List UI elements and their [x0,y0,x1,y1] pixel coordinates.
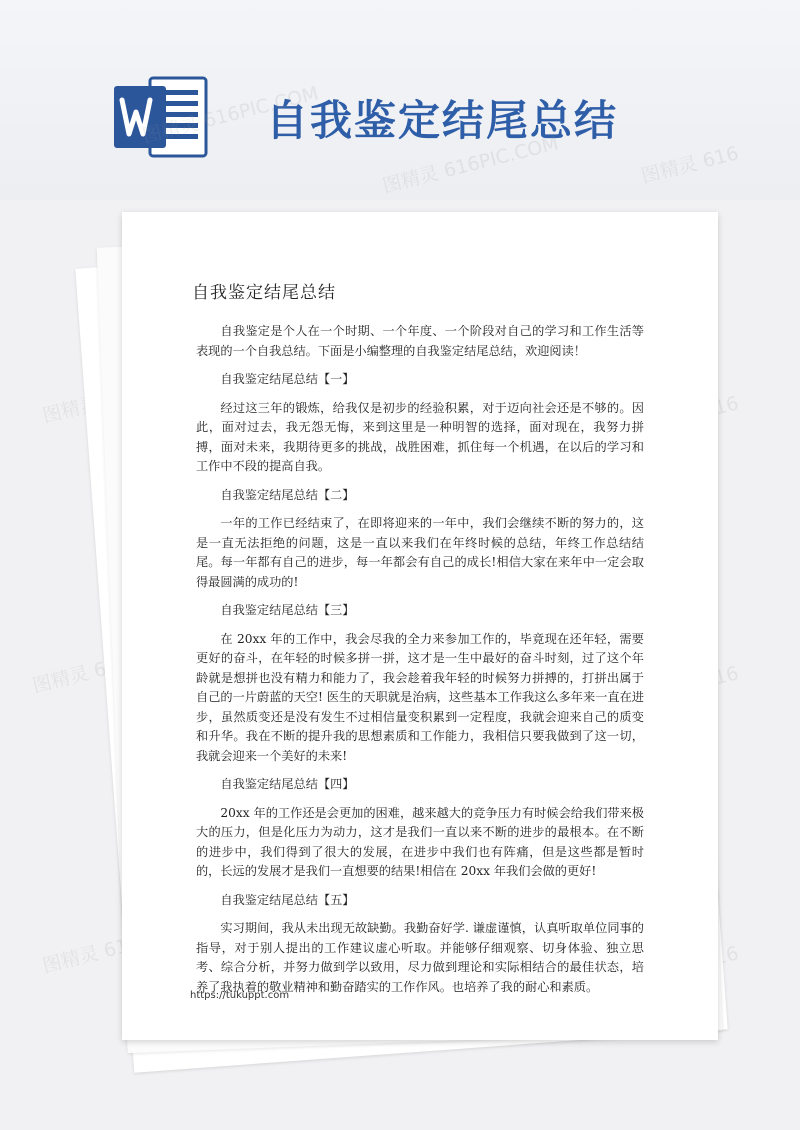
section-paragraph: 实习期间，我从未出现无故缺勤。我勤奋好学. 谦虚谨慎，认真听取单位同事的指导，对于别人提出的工作建议虚心听取。并能够仔细观察、切身体验、独立思考、综合分析，并努力做到学以致用，尽力做到理论和实际相结合的最佳状态，培养了我执着的敬业精神和勤奋踏实的工作作风。也培养了我的耐心和素质。 [196,921,644,994]
section-paragraph: 20xx 年的工作还是会更加的困难，越来越大的竞争压力有时候会给我们带来极大的压力，但是化压力为动力，这才是我们一直以来不断的进步的最根本。在不断的进步中，我们得到了很大的发展，在进步中我们也有阵痛，但是这些都是暂时的，长远的发展才是我们一直想要的结果!相信在 20xx 年我们会做的更好! [196,805,644,878]
section-paragraph: 在 20xx 年的工作中，我会尽我的全力来参加工作的，毕竟现在还年轻，需要更好的奋斗，在年轻的时候多拼一拼，这才是一生中最好的奋斗时刻，过了这个年龄就是想拼也没有精力和能力了，我会趁着我年轻的时候努力拼搏的，打拼出属于自己的一片蔚蓝的天空! 医生的天职就是治病，这些基本工作我这么多年来一直在进步，虽然质变还是没有发生不过相信量变积累到一定程度，我就会迎来自己的质变和升华。我在不断的提升我的思想素质和工作能力，我相信只要我做到了这一切，我就会迎来一个美好的未来! [196,631,644,763]
section-heading: 自我鉴定结尾总结【一】 [220,372,355,386]
document-title: 自我鉴定结尾总结 [192,283,336,303]
section-heading: 自我鉴定结尾总结【二】 [220,487,355,502]
document-page [122,212,718,1040]
source-url: https://tukuppt.com [190,990,290,1001]
banner-title: 自我鉴定结尾总结 [266,96,619,145]
word-document-icon [112,74,208,160]
section-heading: 自我鉴定结尾总结【五】 [220,892,355,907]
section-paragraph: 经过这三年的锻炼，给我仅是初步的经验积累，对于迈向社会还是不够的。因此，面对过去，我无怨无悔，来到这里是一种明智的选择，面对现在，我努力拼搏，面对未来，我期待更多的挑战，战胜困难，抓住每一个机遇，在以后的学习和工作中不段的提高自我。 [196,400,644,473]
document-body [196,322,644,997]
section-paragraph: 一年的工作已经结束了，在即将迎来的一年中，我们会继续不断的努力的，这是一直无法拒绝的问题，这是一直以来我们在年终时候的总结，年终工作总结结尾。每一年都有自己的进步，每一年都会有自己的成长!相信大家在来年中一定会取得最圆满的成功的! [196,516,644,589]
section-heading: 自我鉴定结尾总结【三】 [220,603,355,617]
section-heading: 自我鉴定结尾总结【四】 [220,777,355,791]
intro-paragraph: 自我鉴定是个人在一个时期、一个年度、一个阶段对自己的学习和工作生活等表现的一个自我总结。下面是小编整理的自我鉴定结尾总结，欢迎阅读！ [196,324,644,358]
